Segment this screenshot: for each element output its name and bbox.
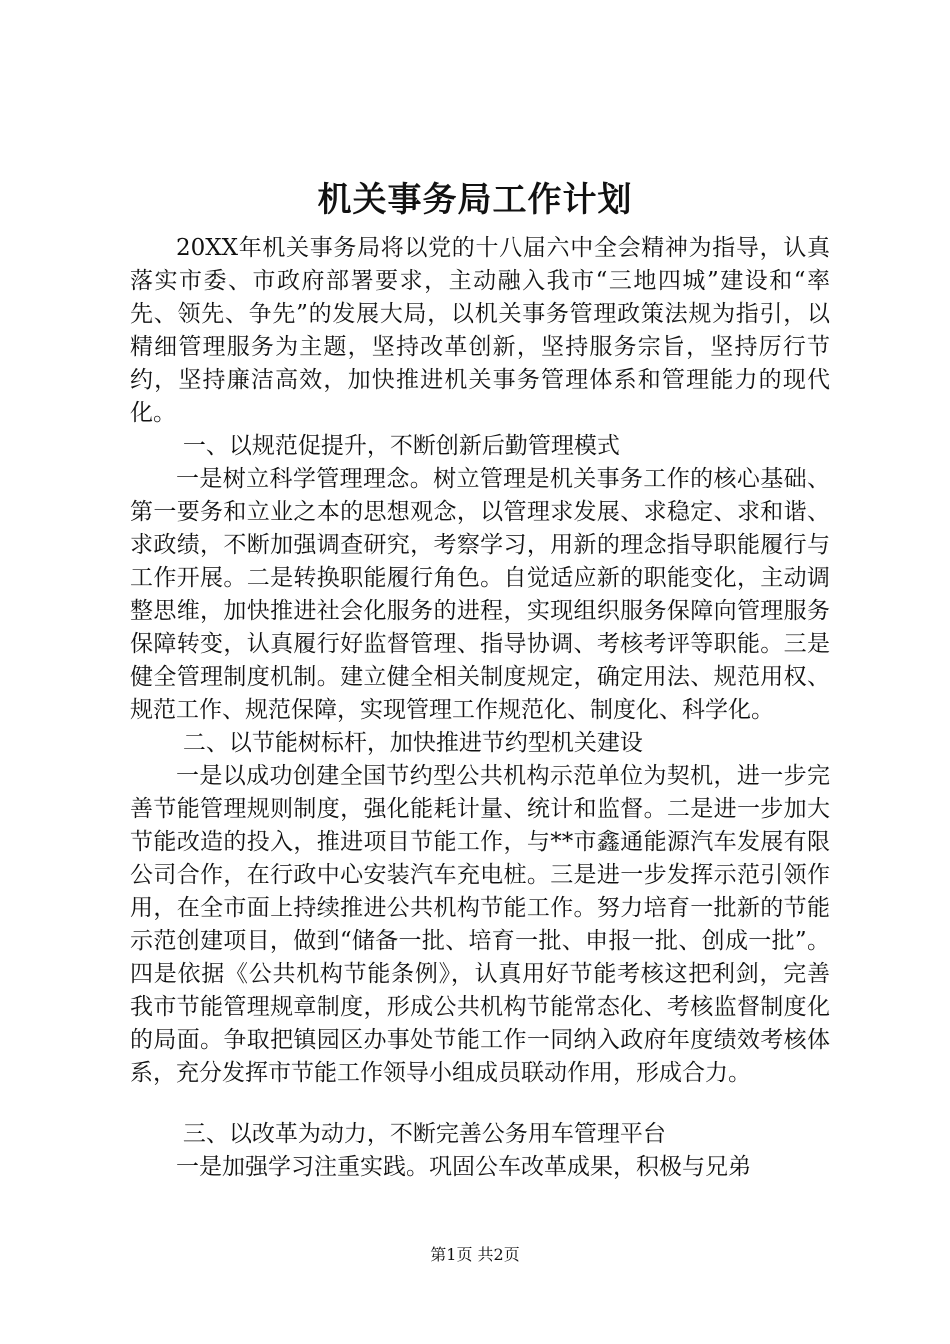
- section-paragraph-1: 一是树立科学管理理念。树立管理是机关事务工作的核心基础、第一要务和立业之本的思想观念，以管理求发展、求稳定、求和谐、求政绩，不断加强调查研究，考察学习，用新的理念指导职能履行与工作开展。二是转换职能履行角色。自觉适应新的职能变化，主动调整思维，加快推进社会化服务的进程，实现组织服务保障向管理服务保障转变，认真履行好监督管理、指导协调、考核考评等职能。三是健全管理制度机制。建立健全相关制度规定，确定用法、规范用权、规范工作、规范保障，实现管理工作规范化、制度化、科学化。: [130, 466, 830, 723]
- section-heading-1: 一、以规范促提升，不断创新后勤管理模式: [182, 433, 620, 459]
- intro-paragraph: 20XX年机关事务局将以党的十八届六中全会精神为指导，认真落实市委、市政府部署要求，主动融入我市“三地四城”建设和“率先、领先、争先”的发展大局，以机关事务管理政策法规为指引，以精细管理服务为主题，坚持改革创新，坚持服务宗旨，坚持厉行节约，坚持廉洁高效，加快推进机关事务管理体系和管理能力的现代化。: [130, 235, 830, 426]
- page-number-footer: 第1页 共2页: [430, 1245, 520, 1264]
- section-paragraph-3: 一是加强学习注重实践。巩固公车改革成果，积极与兄弟: [176, 1154, 751, 1180]
- document-title: 机关事务局工作计划: [317, 180, 633, 220]
- section-paragraph-2: 一是以成功创建全国节约型公共机构示范单位为契机，进一步完善节能管理规则制度，强化能耗计量、统计和监督。二是进一步加大节能改造的投入，推进项目节能工作，与**市鑫通能源汽车发展有限公司合作，在行政中心安装汽车充电桩。三是进一步发挥示范引领作用，在全市面上持续推进公共机构节能工作。努力培育一批新的节能示范创建项目，做到“储备一批、培育一批、申报一批、创成一批”。四是依据《公共机构节能条例》，认真用好节能考核这把利剑，完善我市节能管理规章制度，形成公共机构节能常态化、考核监督制度化的局面。争取把镇园区办事处节能工作一同纳入政府年度绩效考核体系，充分发挥市节能工作领导小组成员联动作用，形成合力。: [130, 763, 830, 1086]
- section-heading-3: 三、以改革为动力，不断完善公务用车管理平台: [182, 1121, 666, 1147]
- document-body: [130, 232, 830, 1184]
- section-heading-2: 二、以节能树标杆，加快推进节约型机关建设: [182, 730, 643, 756]
